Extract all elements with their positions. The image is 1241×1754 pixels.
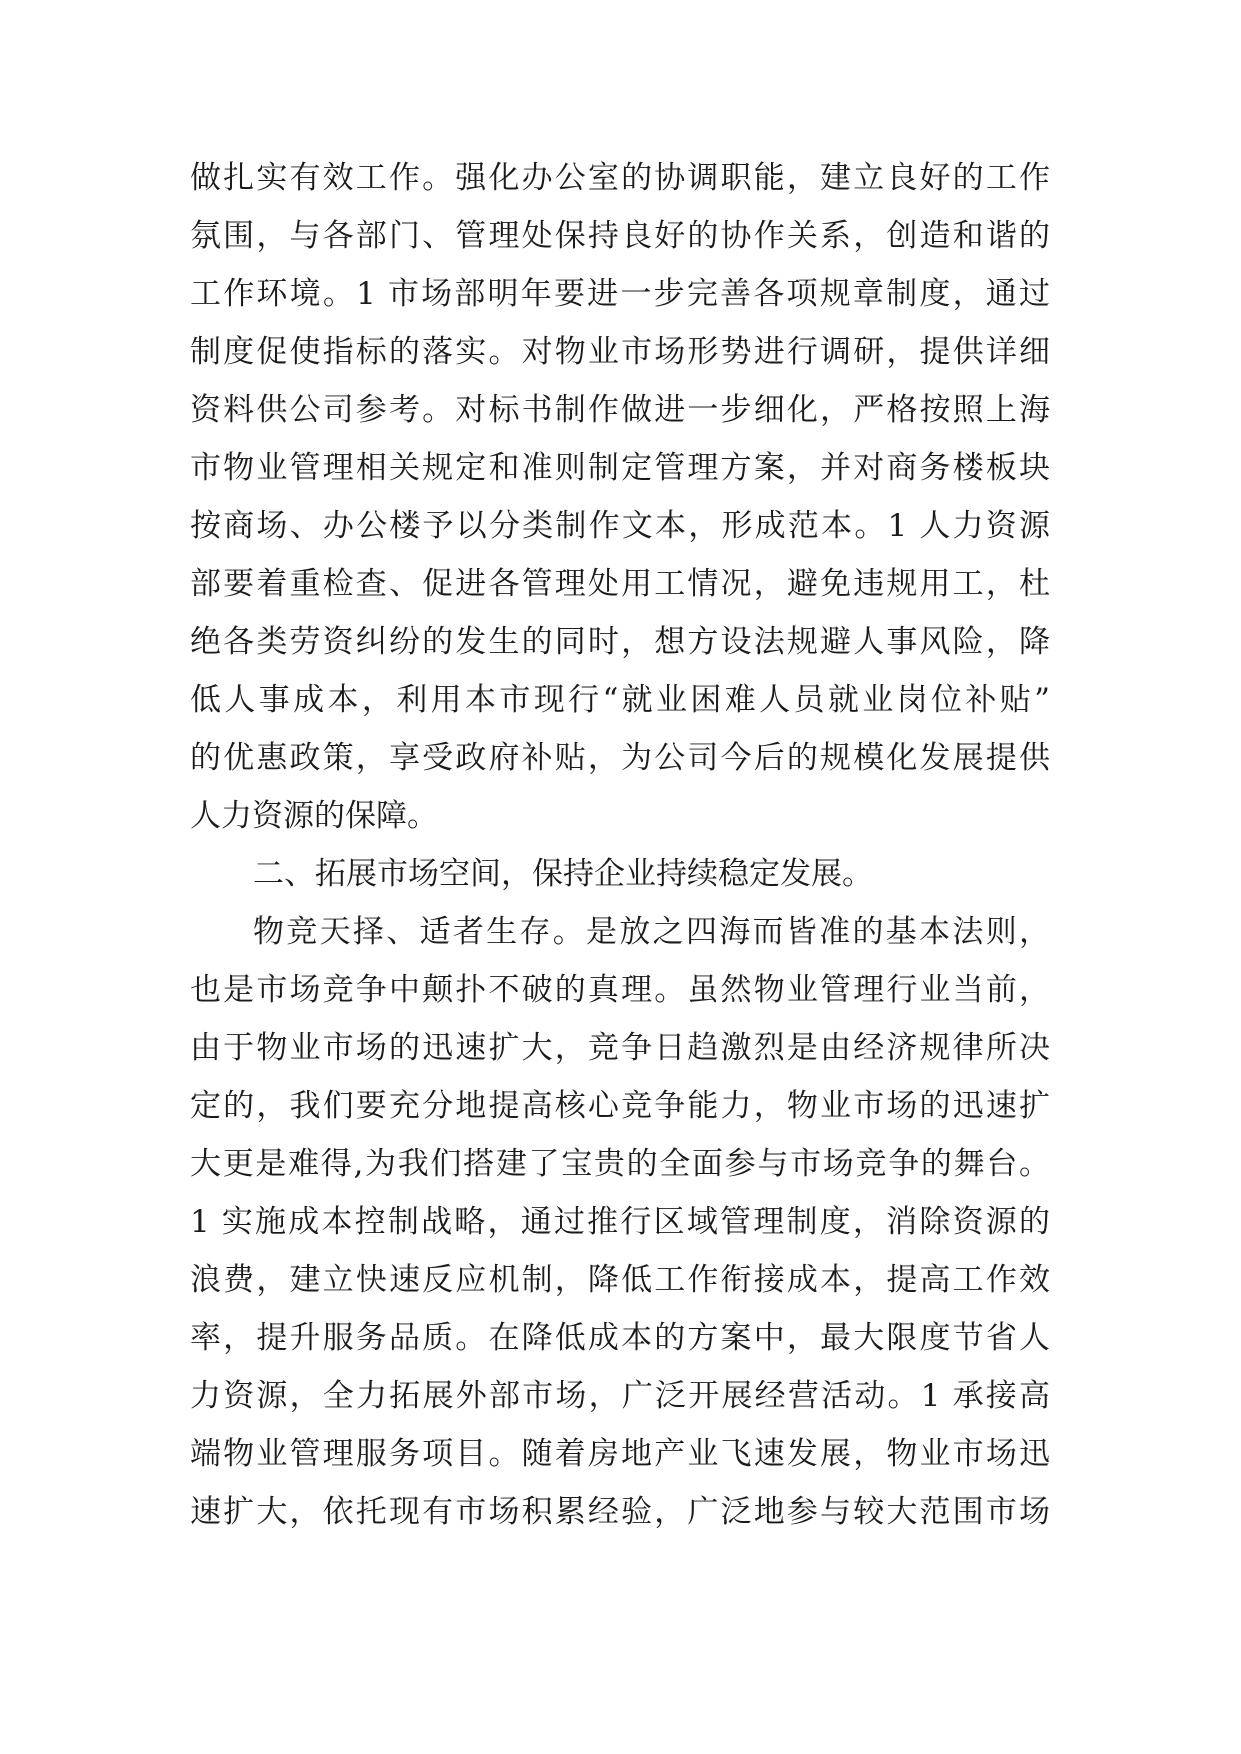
text-line-20: 浪费，建立快速反应机制，降低工作衔接成本，提高工作效 — [190, 1262, 1050, 1298]
text-line-17: 定的，我们要充分地提高核心竞争能力，物业市场的迅速扩 — [190, 1088, 1050, 1124]
text-line-12: 人力资源的保障。 — [190, 798, 438, 834]
text-line-9: 绝各类劳资纠纷的发生的同时，想方设法规避人事风险，降 — [190, 624, 1050, 660]
text-line-21: 率，提升服务品质。在降低成本的方案中，最大限度节省人 — [190, 1320, 1050, 1356]
text-line-18: 大更是难得,为我们搭建了宝贵的全面参与市场竞争的舞台。 — [190, 1146, 1050, 1182]
text-line-1: 做扎实有效工作。强化办公室的协调职能，建立良好的工作 — [190, 160, 1050, 196]
text-line-19: 1 实施成本控制战略，通过推行区域管理制度，消除资源的 — [190, 1204, 1050, 1240]
text-line-22: 力资源，全力拓展外部市场，广泛开展经营活动。1 承接高 — [190, 1378, 1050, 1414]
text-line-8: 部要着重检查、促进各管理处用工情况，避免违规用工，杜 — [190, 566, 1050, 602]
text-line-7: 按商场、办公楼予以分类制作文本，形成范本。1 人力资源 — [190, 508, 1050, 544]
text-line-16: 由于物业市场的迅速扩大，竞争日趋激烈是由经济规律所决 — [190, 1030, 1050, 1066]
text-line-5: 资料供公司参考。对标书制作做进一步细化，严格按照上海 — [190, 392, 1050, 428]
section-heading: 二、拓展市场空间，保持企业持续稳定发展。 — [253, 856, 873, 892]
text-line-6: 市物业管理相关规定和准则制定管理方案，并对商务楼板块 — [190, 450, 1050, 486]
text-line-24: 速扩大，依托现有市场积累经验，广泛地参与较大范围市场 — [190, 1494, 1050, 1530]
text-line-2: 氛围，与各部门、管理处保持良好的协作关系，创造和谐的 — [190, 218, 1050, 254]
text-line-4: 制度促使指标的落实。对物业市场形势进行调研，提供详细 — [190, 334, 1050, 370]
text-line-23: 端物业管理服务项目。随着房地产业飞速发展，物业市场迅 — [190, 1436, 1050, 1472]
text-line-15: 也是市场竞争中颠扑不破的真理。虽然物业管理行业当前， — [190, 972, 1050, 1008]
text-line-11: 的优惠政策，享受政府补贴，为公司今后的规模化发展提供 — [190, 740, 1050, 776]
text-line-10: 低人事成本，利用本市现行“就业困难人员就业岗位补贴” — [190, 682, 1050, 718]
text-line-3: 工作环境。1 市场部明年要进一步完善各项规章制度，通过 — [190, 276, 1050, 312]
text-line-14: 物竞天择、适者生存。是放之四海而皆准的基本法则， — [253, 914, 1050, 950]
